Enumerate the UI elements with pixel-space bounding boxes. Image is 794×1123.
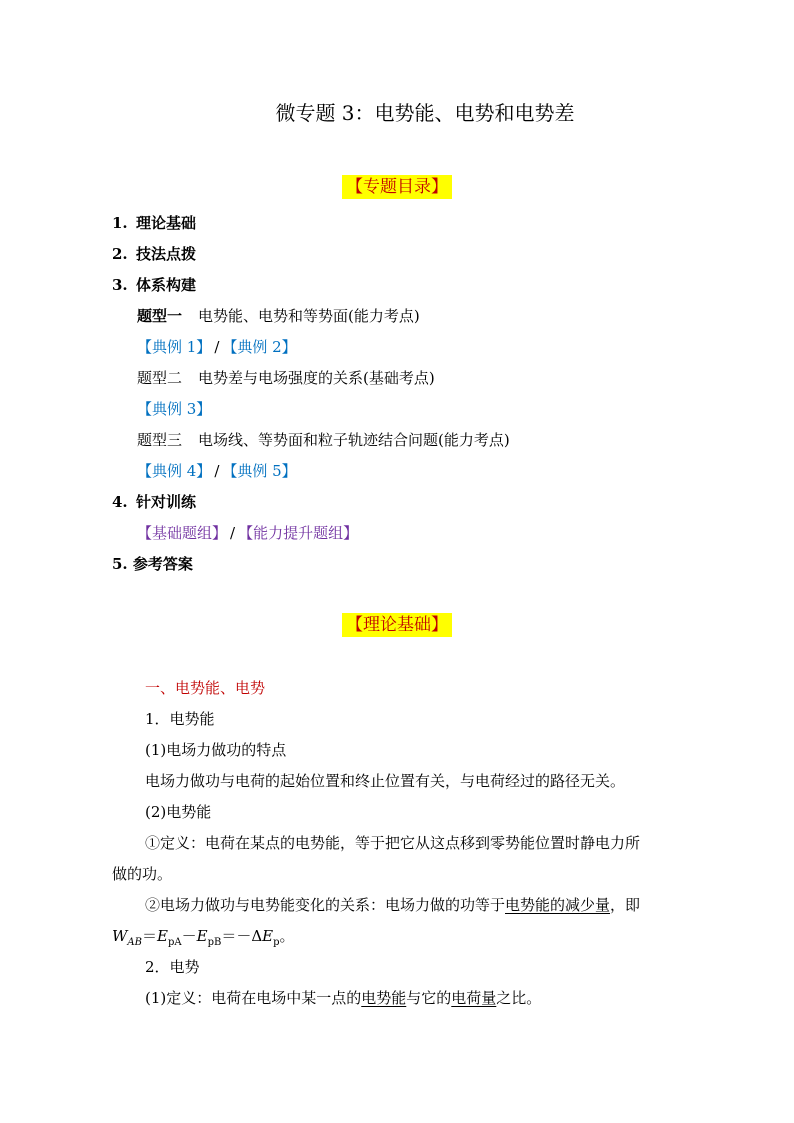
relation-line: ②电场力做功与电势能变化的关系：电场力做的功等于电势能的减少量，即 bbox=[145, 896, 641, 914]
paragraph-2-heading: (2)电势能 bbox=[145, 803, 212, 821]
advanced-group-link[interactable]: 【能力提升题组】 bbox=[238, 524, 359, 542]
toc-heading: 【专题目录】 bbox=[342, 175, 452, 199]
formula-line: $W_{AB}=E_{pA}-E_{pB}=-\Delta E_p$。 bbox=[112, 927, 295, 948]
toc-item-1: 1. 理论基础 bbox=[112, 214, 197, 232]
example-3-link[interactable]: 【典例 3】 bbox=[137, 400, 212, 418]
toc-type-3-examples: 【典例 4】 / 【典例 5】 bbox=[137, 462, 297, 480]
example-5-link[interactable]: 【典例 5】 bbox=[222, 462, 297, 480]
toc-item-4: 4. 针对训练 bbox=[112, 493, 197, 511]
example-1-link[interactable]: 【典例 1】 bbox=[137, 338, 212, 356]
example-4-link[interactable]: 【典例 4】 bbox=[137, 462, 212, 480]
subsection-2: 2．电势 bbox=[145, 958, 200, 976]
section-heading: 一、电势能、电势 bbox=[145, 679, 266, 697]
toc-type-1-examples: 【典例 1】 / 【典例 2】 bbox=[137, 338, 297, 356]
subsection-1: 1．电势能 bbox=[145, 710, 215, 728]
theory-heading: 【理论基础】 bbox=[342, 613, 452, 637]
definition-line-2: 做的功。 bbox=[112, 865, 173, 883]
toc-type-3: 题型三 电场线、等势面和粒子轨迹结合问题(能力考点) bbox=[137, 431, 510, 449]
definition-line-1: ①定义：电荷在某点的电势能，等于把它从这点移到零势能位置时静电力所 bbox=[145, 834, 641, 852]
toc-item-3: 3. 体系构建 bbox=[112, 276, 197, 294]
toc-item-2: 2. 技法点拨 bbox=[112, 245, 197, 263]
underlined-term: 电势能的减少量 bbox=[505, 896, 611, 914]
potential-definition: (1)定义：电荷在电场中某一点的电势能与它的电荷量之比。 bbox=[145, 989, 542, 1007]
basic-group-link[interactable]: 【基础题组】 bbox=[137, 524, 228, 542]
example-2-link[interactable]: 【典例 2】 bbox=[222, 338, 297, 356]
paragraph-1-heading: (1)电场力做功的特点 bbox=[145, 741, 287, 759]
toc-item-5: 5. 参考答案 bbox=[112, 555, 193, 573]
paragraph-1-text: 电场力做功与电荷的起始位置和终止位置有关，与电荷经过的路径无关。 bbox=[145, 772, 626, 790]
theory-heading-row bbox=[0, 613, 794, 637]
toc-type-1: 题型一 电势能、电势和等势面(能力考点) bbox=[137, 307, 420, 325]
toc-type-2-examples bbox=[137, 398, 211, 419]
toc-training: 【基础题组】 / 【能力提升题组】 bbox=[137, 524, 359, 542]
page-title: 微专题 3：电势能、电势和电势差 bbox=[275, 101, 575, 125]
toc-heading-row bbox=[0, 175, 794, 199]
toc-type-2: 题型二 电势差与电场强度的关系(基础考点) bbox=[137, 369, 435, 387]
